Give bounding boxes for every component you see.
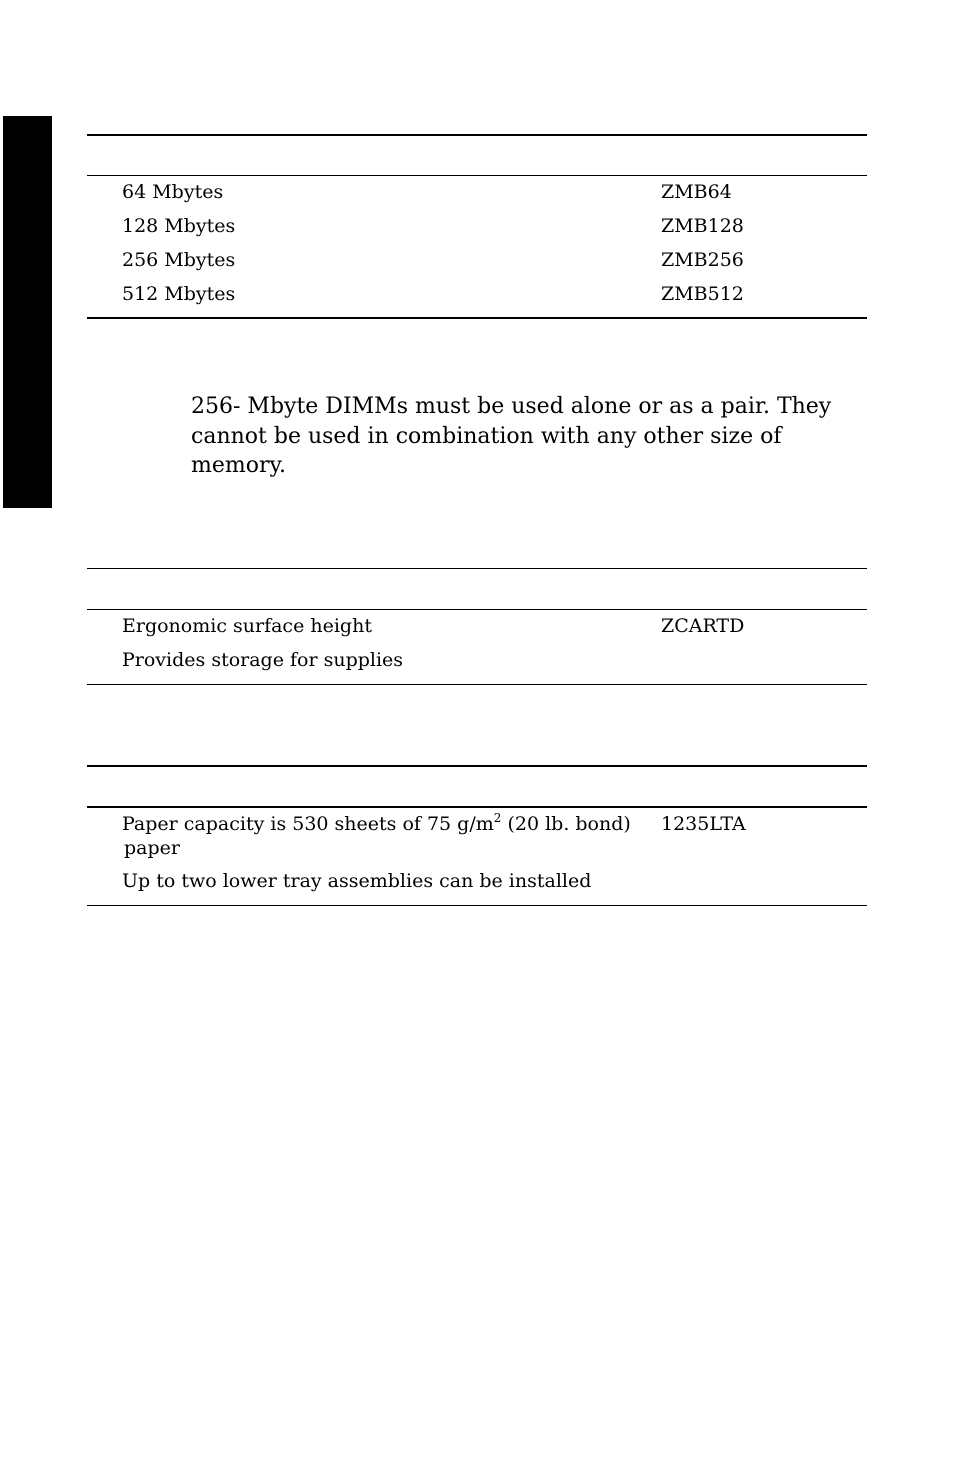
table-cell-part-number: ZMB256: [661, 249, 744, 271]
table-cell-part-number: ZCARTD: [661, 615, 745, 637]
table-cell-part-number: 1235LTA: [661, 813, 746, 835]
table-cell-description: 64 Mbytes: [122, 181, 224, 203]
table-cell-part-number: ZMB64: [661, 181, 732, 203]
table-cell-description-wrap: paper: [124, 837, 180, 859]
table-top-rule: [87, 765, 867, 767]
table-cell-part-number: ZMB128: [661, 215, 744, 237]
chapter-tab-marker: [3, 116, 52, 508]
table-header-rule: [87, 175, 867, 176]
dimm-note: [191, 392, 851, 481]
description-text: Paper capacity is 530 sheets of 75 g/m: [122, 813, 494, 835]
table-cell-description: 128 Mbytes: [122, 215, 236, 237]
table-bottom-rule: [87, 684, 867, 685]
note-line: memory.: [191, 453, 287, 478]
superscript: 2: [493, 811, 502, 825]
table-bottom-rule: [87, 905, 867, 906]
description-text: (20 lb. bond): [501, 813, 631, 835]
table-header-rule: [87, 806, 867, 808]
table-bottom-rule: [87, 317, 867, 319]
table-cell-part-number: ZMB512: [661, 283, 744, 305]
table-header-rule: [87, 609, 867, 610]
note-line: cannot be used in combination with any other size of: [191, 423, 782, 449]
table-top-rule: [87, 568, 867, 569]
table-cell-description: Provides storage for supplies: [122, 649, 404, 671]
note-line: 256- Mbyte DIMMs must be used alone or as a pair. They: [191, 394, 832, 419]
table-cell-description: Ergonomic surface height: [122, 615, 372, 637]
table-top-rule: [87, 134, 867, 136]
table-cell-description: 512 Mbytes: [122, 283, 236, 305]
table-cell-description: [122, 813, 631, 835]
table-cell-description: 256 Mbytes: [122, 249, 236, 271]
table-cell-description: Up to two lower tray assemblies can be installed: [122, 870, 592, 892]
